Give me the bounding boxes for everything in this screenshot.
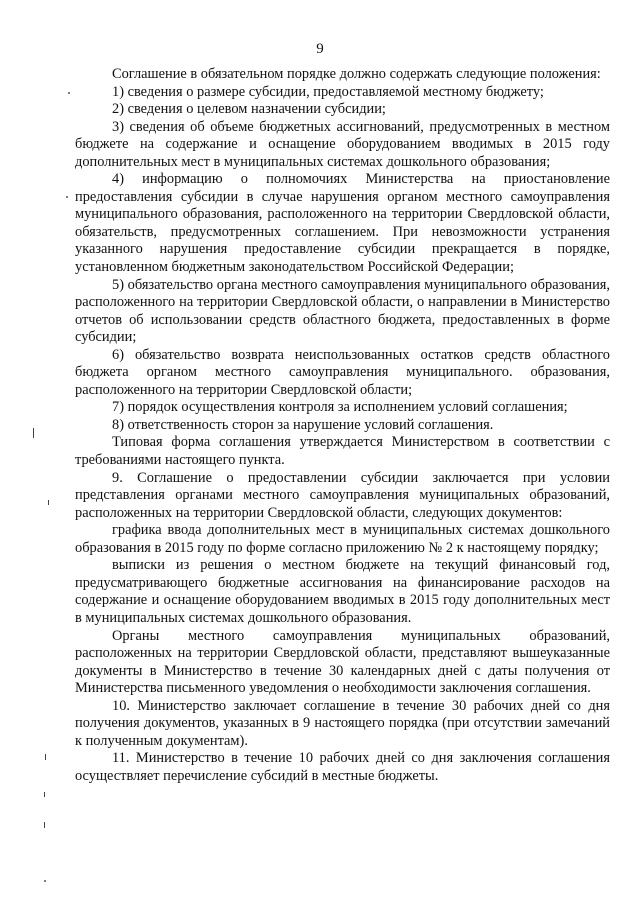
list-item-1: 1) сведения о размере субсидии, предоставляемой местному бюджету; <box>112 83 544 100</box>
list-item-8: 8) ответственность сторон за нарушение условий соглашения. <box>112 416 494 433</box>
paragraph-section-10: 10. Министерство заключает соглашение в течение 30 рабочих дней со дня получения документов, указанных в 9 настоящего порядка (при отсутствии замечаний к полученным документам). <box>75 697 610 749</box>
list-item-6: 6) обязательство возврата неиспользованных остатков средств областного бюджета органом местного самоуправления муниципального. образования, расположенного на территории Свердловской области; <box>75 346 610 398</box>
list-item-4: 4) информацию о полномочиях Министерства на приостановление предоставления субсидии в случае нарушения органом местного самоуправления муниципального образования, расположенного на территории Свердловской области, обязательств, предусмотренных соглашением. При невозможности устранения указанного нарушения предоставление субсидии прекращается в порядке, установленном бюджетным законодательством Российской Федерации; <box>75 171 610 276</box>
list-item-7: 7) порядок осуществления контроля за исполнением условий соглашения; <box>112 399 568 416</box>
paragraph-typical-form: Типовая форма соглашения утверждается Министерством в соответствии с требованиями настоящего пункта. <box>75 434 610 469</box>
paragraph-section-9: 9. Соглашение о предоставлении субсидии заключается при условии представления органами местного самоуправления муниципальных образований, расположенных на территории Свердловской области, следующих документов: <box>75 469 610 521</box>
scan-artifact <box>48 500 49 505</box>
scan-artifact <box>44 792 45 797</box>
paragraph-schedule: графика ввода дополнительных мест в муниципальных системах дошкольного образования в 2015 году по форме согласно приложению № 2 к настоящему порядку; <box>75 522 610 556</box>
page-number: 9 <box>316 41 324 57</box>
scan-artifact <box>33 428 34 438</box>
paragraph-section-11: 11. Министерство в течение 10 рабочих дней со дня заключения соглашения осуществляет перечисление субсидий в местные бюджеты. <box>75 750 610 784</box>
list-item-3: 3) сведения об объеме бюджетных ассигнований, предусмотренных в местном бюджете на содержание и оснащение оборудованием вводимых в 2015 году дополнительных мест в муниципальных системах дошкольного образования; <box>75 118 610 170</box>
scan-artifact <box>44 880 46 882</box>
paragraph-intro: Соглашение в обязательном порядке должно содержать следующие положения: <box>112 66 601 82</box>
document-body <box>75 66 610 785</box>
scan-artifact <box>45 754 46 760</box>
scan-artifact <box>68 92 70 94</box>
scan-artifact <box>44 822 45 828</box>
paragraph-authorities: Органы местного самоуправления муниципальных образований, расположенных на территории Свердловской области, представляют вышеуказанные документы в Министерство в течение 30 календарных дней с даты получения от Министерства письменного уведомления о необходимости заключения соглашения. <box>75 627 610 697</box>
paragraph-budget-extract: выписки из решения о местном бюджете на текущий финансовый год, предусматривающего бюджетные ассигнования на финансирование расходов на содержание и оснащение оборудованием вводимых в 2015 году дополнительных мест в муниципальных системах дошкольного образования. <box>75 557 610 626</box>
list-item-5: 5) обязательство органа местного самоуправления муниципального образования, расположенного на территории Свердловской области, о направлении в Министерство отчетов об использовании средств областного бюджета, предоставленных в форме субсидии; <box>75 276 610 346</box>
list-item-2: 2) сведения о целевом назначении субсидии; <box>112 101 386 118</box>
scan-artifact <box>66 196 68 198</box>
